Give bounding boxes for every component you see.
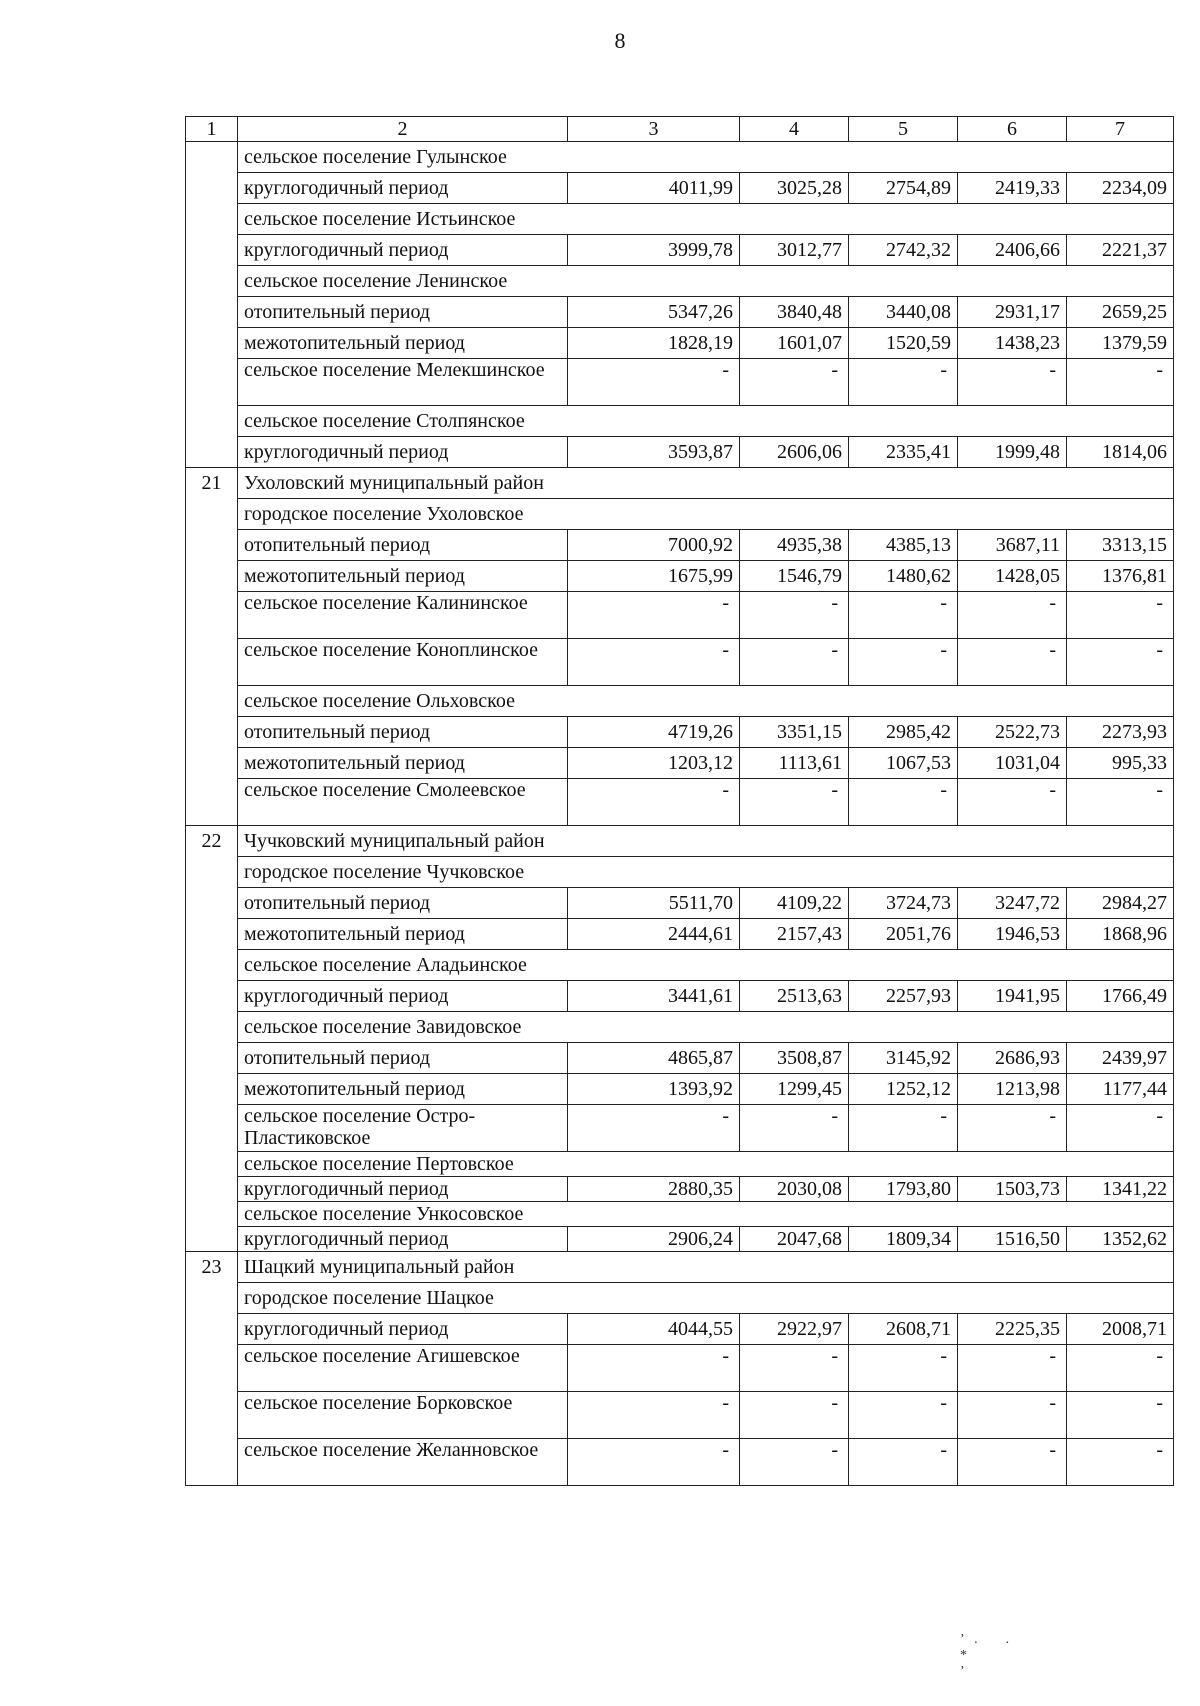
value-cell: 5347,26	[568, 297, 740, 328]
table-row	[186, 1283, 1174, 1314]
value-cell: 2880,35	[568, 1177, 740, 1202]
value-cell: -	[740, 592, 849, 639]
row-label: круглогодичный период	[238, 981, 568, 1012]
value-cell: -	[849, 779, 958, 826]
section-title: сельское поселение Пертовское	[238, 1152, 1174, 1177]
value-cell: 1946,53	[958, 919, 1067, 950]
header-cell: 4	[740, 117, 849, 142]
value-cell: 2906,24	[568, 1227, 740, 1252]
value-cell: 1393,92	[568, 1074, 740, 1105]
row-label: сельское поселение Калининское	[238, 592, 568, 639]
value-cell: 4935,38	[740, 530, 849, 561]
value-cell: -	[849, 1105, 958, 1152]
table-row	[186, 639, 1174, 686]
value-cell: 2606,06	[740, 437, 849, 468]
value-cell: -	[740, 639, 849, 686]
value-cell: -	[568, 639, 740, 686]
value-cell: 2051,76	[849, 919, 958, 950]
table-row	[186, 1105, 1174, 1152]
table-row	[186, 1439, 1174, 1486]
table-row	[186, 857, 1174, 888]
row-label: сельское поселение Борковское	[238, 1392, 568, 1439]
value-cell: 1480,62	[849, 561, 958, 592]
header-cell: 7	[1067, 117, 1174, 142]
value-cell: 2225,35	[958, 1314, 1067, 1345]
value-cell: -	[568, 359, 740, 406]
value-cell: 2257,93	[849, 981, 958, 1012]
value-cell: 995,33	[1067, 748, 1174, 779]
value-cell: 1868,96	[1067, 919, 1174, 950]
row-label: межотопительный период	[238, 561, 568, 592]
value-cell: 3247,72	[958, 888, 1067, 919]
value-cell: 2030,08	[740, 1177, 849, 1202]
table-row	[186, 717, 1174, 748]
table-row	[186, 1345, 1174, 1392]
row-index	[186, 142, 238, 468]
value-cell: 2984,27	[1067, 888, 1174, 919]
row-label: отопительный период	[238, 888, 568, 919]
value-cell: 4385,13	[849, 530, 958, 561]
row-index: 23	[186, 1252, 238, 1486]
row-label: отопительный период	[238, 1043, 568, 1074]
section-title: сельское поселение Завидовское	[238, 1012, 1174, 1043]
section-title: сельское поселение Истьинское	[238, 204, 1174, 235]
table-row	[186, 888, 1174, 919]
value-cell: 2742,32	[849, 235, 958, 266]
value-cell: 1793,80	[849, 1177, 958, 1202]
value-cell: 2221,37	[1067, 235, 1174, 266]
value-cell: -	[568, 1345, 740, 1392]
row-label: сельское поселение Мелекшинское	[238, 359, 568, 406]
value-cell: -	[958, 592, 1067, 639]
value-cell: 1828,19	[568, 328, 740, 359]
section-title: сельское поселение Ункосовское	[238, 1202, 1174, 1227]
row-label: сельское поселение Смолеевское	[238, 779, 568, 826]
table-row	[186, 142, 1174, 173]
value-cell: -	[1067, 1439, 1174, 1486]
table-row	[186, 686, 1174, 717]
value-cell: 1546,79	[740, 561, 849, 592]
value-cell: 2273,93	[1067, 717, 1174, 748]
value-cell: -	[958, 1439, 1067, 1486]
value-cell: -	[1067, 779, 1174, 826]
table-row	[186, 266, 1174, 297]
table-row	[186, 748, 1174, 779]
value-cell: -	[958, 639, 1067, 686]
table-row	[186, 592, 1174, 639]
value-cell: 4109,22	[740, 888, 849, 919]
section-title: городское поселение Ухоловское	[238, 499, 1174, 530]
value-cell: 1341,22	[1067, 1177, 1174, 1202]
table-row	[186, 297, 1174, 328]
row-label: круглогодичный период	[238, 235, 568, 266]
value-cell: 2444,61	[568, 919, 740, 950]
row-label: сельское поселение Коноплинское	[238, 639, 568, 686]
section-title: сельское поселение Ольховское	[238, 686, 1174, 717]
value-cell: -	[849, 592, 958, 639]
value-cell: 2659,25	[1067, 297, 1174, 328]
value-cell: -	[1067, 592, 1174, 639]
row-label: круглогодичный период	[238, 1227, 568, 1252]
table-row	[186, 359, 1174, 406]
scan-marks: ’ . . * ’	[960, 1632, 1010, 1679]
table-row	[186, 437, 1174, 468]
value-cell: 1428,05	[958, 561, 1067, 592]
value-cell: 1352,62	[1067, 1227, 1174, 1252]
value-cell: 1766,49	[1067, 981, 1174, 1012]
table-row	[186, 779, 1174, 826]
value-cell: 1067,53	[849, 748, 958, 779]
value-cell: 2008,71	[1067, 1314, 1174, 1345]
header-cell: 2	[238, 117, 568, 142]
row-label: круглогодичный период	[238, 173, 568, 204]
value-cell: -	[568, 1392, 740, 1439]
value-cell: -	[958, 359, 1067, 406]
value-cell: 1809,34	[849, 1227, 958, 1252]
row-label: круглогодичный период	[238, 437, 568, 468]
row-index: 22	[186, 826, 238, 1252]
value-cell: -	[958, 1345, 1067, 1392]
value-cell: 2419,33	[958, 173, 1067, 204]
table-row	[186, 919, 1174, 950]
value-cell: 1520,59	[849, 328, 958, 359]
value-cell: 1601,07	[740, 328, 849, 359]
value-cell: 7000,92	[568, 530, 740, 561]
value-cell: 1675,99	[568, 561, 740, 592]
value-cell: -	[849, 359, 958, 406]
table-row	[186, 1177, 1174, 1202]
value-cell: 1299,45	[740, 1074, 849, 1105]
value-cell: -	[740, 779, 849, 826]
value-cell: 3440,08	[849, 297, 958, 328]
value-cell: -	[1067, 639, 1174, 686]
table-row	[186, 1202, 1174, 1227]
row-label: межотопительный период	[238, 1074, 568, 1105]
value-cell: 4011,99	[568, 173, 740, 204]
table-row	[186, 328, 1174, 359]
table-row	[186, 204, 1174, 235]
value-cell: 2406,66	[958, 235, 1067, 266]
row-label: отопительный период	[238, 717, 568, 748]
value-cell: 3593,87	[568, 437, 740, 468]
row-label: сельское поселение Желанновское	[238, 1439, 568, 1486]
value-cell: 2754,89	[849, 173, 958, 204]
value-cell: 1203,12	[568, 748, 740, 779]
value-cell: -	[740, 1392, 849, 1439]
value-cell: 3724,73	[849, 888, 958, 919]
value-cell: 1252,12	[849, 1074, 958, 1105]
value-cell: -	[568, 1105, 740, 1152]
table-row	[186, 1012, 1174, 1043]
value-cell: 3025,28	[740, 173, 849, 204]
section-title: сельское поселение Ленинское	[238, 266, 1174, 297]
value-cell: 2335,41	[849, 437, 958, 468]
section-title: сельское поселение Гулынское	[238, 142, 1174, 173]
value-cell: 3441,61	[568, 981, 740, 1012]
value-cell: -	[849, 1392, 958, 1439]
value-cell: -	[849, 1439, 958, 1486]
row-label: круглогодичный период	[238, 1314, 568, 1345]
row-index: 21	[186, 468, 238, 826]
value-cell: -	[958, 1392, 1067, 1439]
value-cell: 4865,87	[568, 1043, 740, 1074]
value-cell: -	[1067, 359, 1174, 406]
row-label: межотопительный период	[238, 748, 568, 779]
value-cell: -	[740, 359, 849, 406]
section-title: Чучковский муниципальный район	[238, 826, 1174, 857]
value-cell: 2608,71	[849, 1314, 958, 1345]
row-label: круглогодичный период	[238, 1177, 568, 1202]
value-cell: 1113,61	[740, 748, 849, 779]
value-cell: 3999,78	[568, 235, 740, 266]
value-cell: -	[958, 779, 1067, 826]
header-cell: 3	[568, 117, 740, 142]
value-cell: 1999,48	[958, 437, 1067, 468]
value-cell: 2234,09	[1067, 173, 1174, 204]
value-cell: 3687,11	[958, 530, 1067, 561]
table-row	[186, 981, 1174, 1012]
value-cell: 3351,15	[740, 717, 849, 748]
table-row	[186, 950, 1174, 981]
row-label: отопительный период	[238, 530, 568, 561]
row-label: межотопительный период	[238, 328, 568, 359]
table-row	[186, 1043, 1174, 1074]
table-row	[186, 1314, 1174, 1345]
section-title: Шацкий муниципальный район	[238, 1252, 1174, 1283]
table-row	[186, 1252, 1174, 1283]
section-title: Ухоловский муниципальный район	[238, 468, 1174, 499]
value-cell: -	[740, 1439, 849, 1486]
value-cell: 2522,73	[958, 717, 1067, 748]
value-cell: 1177,44	[1067, 1074, 1174, 1105]
value-cell: 2513,63	[740, 981, 849, 1012]
table-body	[186, 142, 1174, 1486]
value-cell: 1438,23	[958, 328, 1067, 359]
tariff-table	[185, 116, 1174, 1486]
table-row	[186, 406, 1174, 437]
page-number: 8	[614, 28, 626, 53]
header-row	[186, 117, 1174, 142]
header-cell: 1	[186, 117, 238, 142]
value-cell: 1516,50	[958, 1227, 1067, 1252]
row-label: отопительный период	[238, 297, 568, 328]
value-cell: 1213,98	[958, 1074, 1067, 1105]
section-title: городское поселение Чучковское	[238, 857, 1174, 888]
table-row	[186, 173, 1174, 204]
value-cell: -	[1067, 1345, 1174, 1392]
value-cell: -	[849, 639, 958, 686]
value-cell: 3840,48	[740, 297, 849, 328]
value-cell: -	[740, 1345, 849, 1392]
value-cell: -	[740, 1105, 849, 1152]
value-cell: -	[1067, 1392, 1174, 1439]
table-row	[186, 499, 1174, 530]
value-cell: 2931,17	[958, 297, 1067, 328]
value-cell: 5511,70	[568, 888, 740, 919]
value-cell: 4719,26	[568, 717, 740, 748]
value-cell: 1379,59	[1067, 328, 1174, 359]
table-row	[186, 468, 1174, 499]
table-row	[186, 826, 1174, 857]
table-row	[186, 1392, 1174, 1439]
value-cell: 3145,92	[849, 1043, 958, 1074]
header-cell: 6	[958, 117, 1067, 142]
value-cell: 2439,97	[1067, 1043, 1174, 1074]
row-label: межотопительный период	[238, 919, 568, 950]
value-cell: -	[568, 1439, 740, 1486]
table-row	[186, 561, 1174, 592]
value-cell: 2157,43	[740, 919, 849, 950]
section-title: городское поселение Шацкое	[238, 1283, 1174, 1314]
value-cell: -	[568, 779, 740, 826]
value-cell: 2686,93	[958, 1043, 1067, 1074]
row-label: сельское поселение Агишевское	[238, 1345, 568, 1392]
row-label: сельское поселение Остро-Пластиковское	[238, 1105, 568, 1152]
section-title: сельское поселение Столпянское	[238, 406, 1174, 437]
header-cell: 5	[849, 117, 958, 142]
table-row	[186, 1152, 1174, 1177]
value-cell: -	[958, 1105, 1067, 1152]
section-title: сельское поселение Аладьинское	[238, 950, 1174, 981]
value-cell: 1941,95	[958, 981, 1067, 1012]
value-cell: 1814,06	[1067, 437, 1174, 468]
value-cell: 3012,77	[740, 235, 849, 266]
value-cell: 4044,55	[568, 1314, 740, 1345]
value-cell: 2922,97	[740, 1314, 849, 1345]
table-row	[186, 235, 1174, 266]
value-cell: 2985,42	[849, 717, 958, 748]
value-cell: 1376,81	[1067, 561, 1174, 592]
value-cell: -	[849, 1345, 958, 1392]
value-cell: 3313,15	[1067, 530, 1174, 561]
value-cell: -	[1067, 1105, 1174, 1152]
value-cell: 1031,04	[958, 748, 1067, 779]
table-row	[186, 1227, 1174, 1252]
value-cell: 3508,87	[740, 1043, 849, 1074]
value-cell: 2047,68	[740, 1227, 849, 1252]
table-row	[186, 1074, 1174, 1105]
table-row	[186, 530, 1174, 561]
value-cell: 1503,73	[958, 1177, 1067, 1202]
value-cell: -	[568, 592, 740, 639]
